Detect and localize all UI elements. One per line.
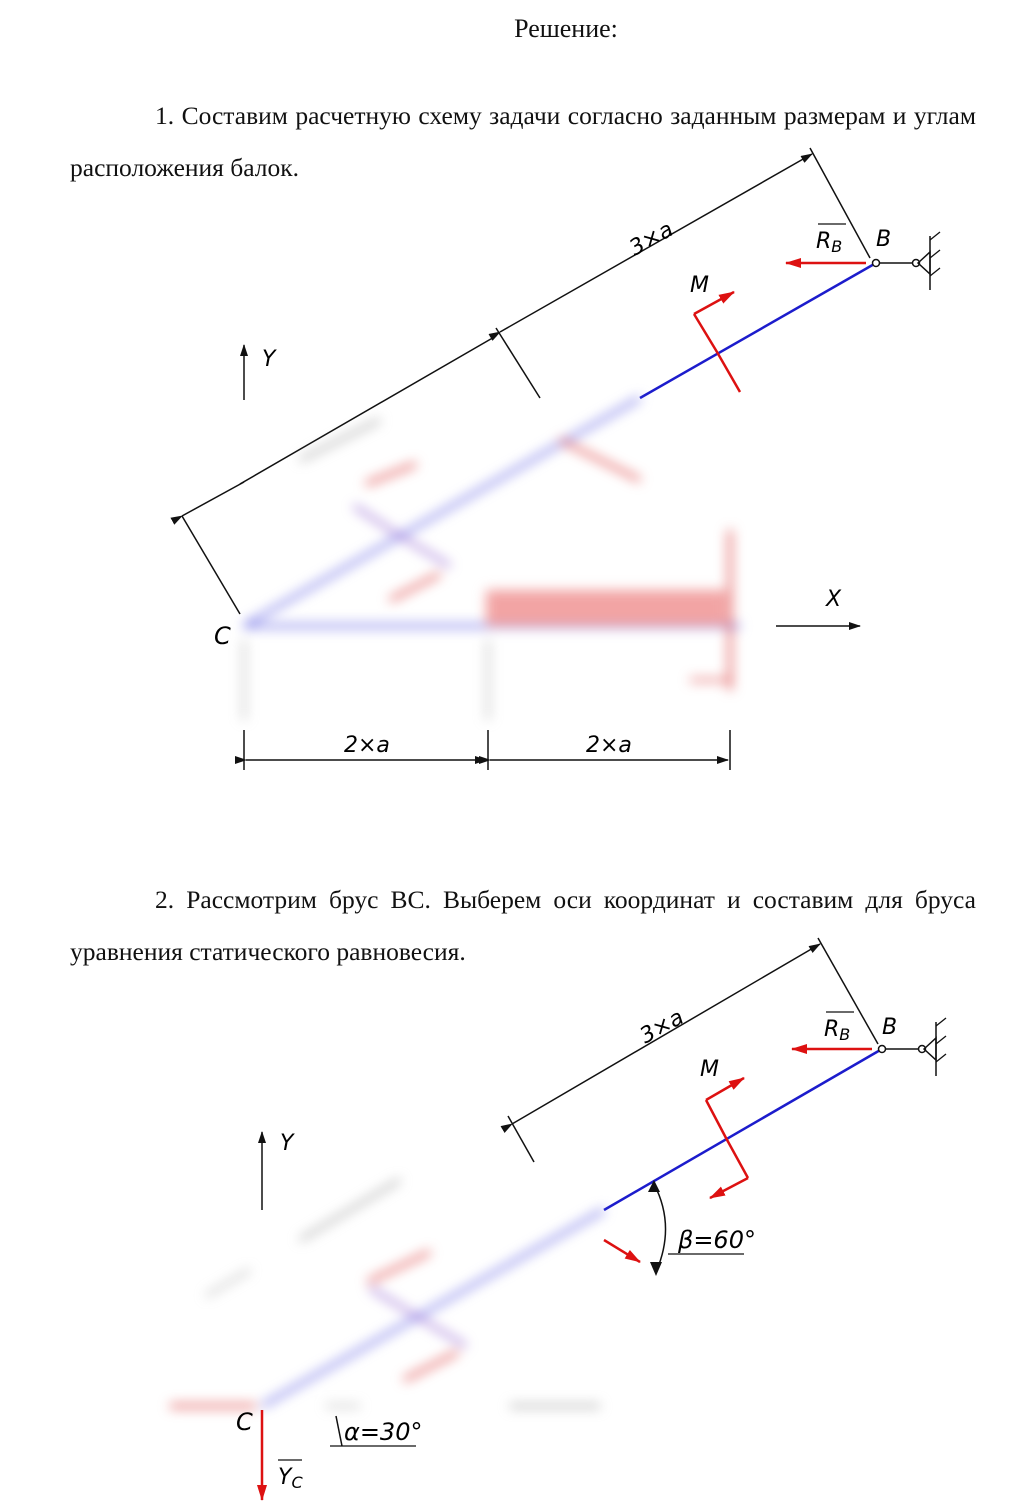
fig1-dim-3a: 3×a <box>625 217 678 262</box>
fig1-m-label: M <box>690 273 709 298</box>
fig1-x-axis-label: X <box>826 587 842 612</box>
step2-text: 2. Рассмотрим брус ВС. Выберем оси координат и составим для бруса уравнения статического равновесия. <box>70 885 976 966</box>
figure1-scheme <box>0 140 1026 780</box>
fig2-dim-3a: 3×a <box>635 1004 689 1050</box>
fig2-y-axis-label: Y <box>280 1131 294 1156</box>
fig2-beta-label: β=60° <box>678 1226 756 1254</box>
fig1-rb-label: RB <box>816 229 843 256</box>
fig2-c-label: C <box>236 1408 253 1436</box>
fig2-alpha-label: α=30° <box>344 1418 423 1446</box>
fig1-c-label: C <box>214 622 231 650</box>
fig2-rb-label: RB <box>824 1017 851 1044</box>
fig1-blurred-region <box>244 398 740 720</box>
fig2-yc-label: YC <box>278 1465 303 1492</box>
figure2-scheme <box>0 930 1026 1509</box>
fig1-dim-2a-left: 2×a <box>344 733 390 758</box>
fig1-dim-2a-right: 2×a <box>586 733 632 758</box>
fig2-m-label: M <box>700 1057 719 1082</box>
fig1-y-axis-label: Y <box>262 347 276 372</box>
fig2-b-label: B <box>882 1015 898 1040</box>
fig2-blurred-region <box>170 1180 604 1406</box>
fig1-b-label: B <box>876 227 892 252</box>
step1-text: 1. Составим расчетную схему задачи согласно заданным размерам и углам расположения балок. <box>70 101 976 182</box>
solution-heading: Решение: <box>514 14 618 43</box>
